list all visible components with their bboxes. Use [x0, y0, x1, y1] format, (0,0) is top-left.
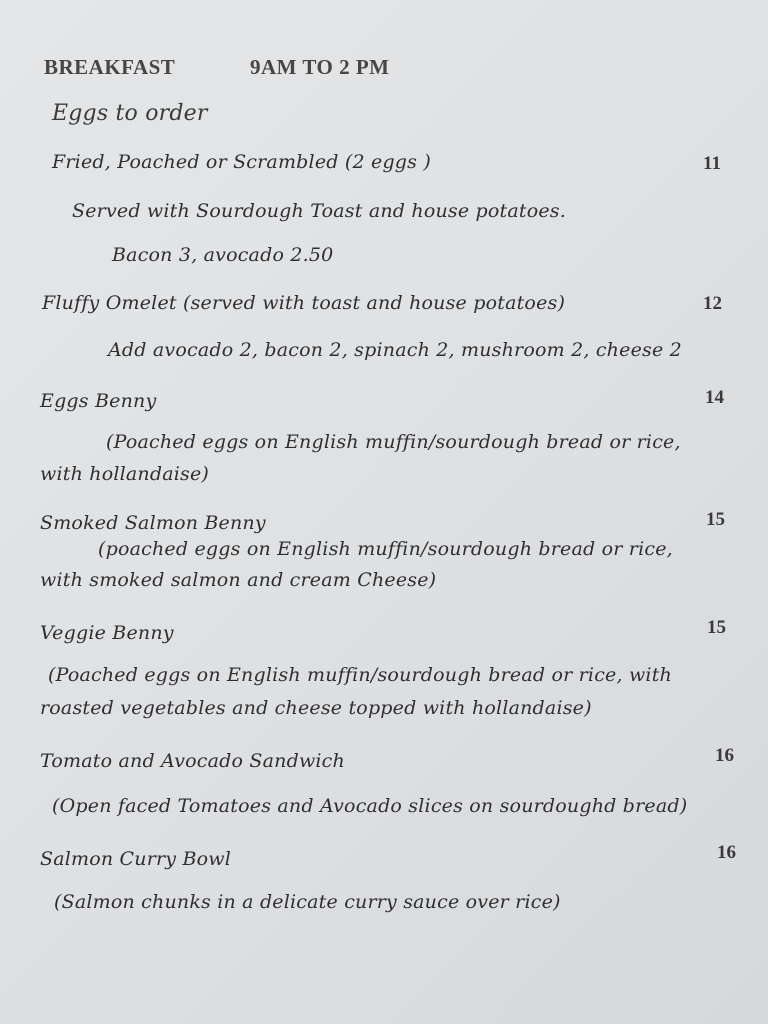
item-addons: Add avocado 2, bacon 2, spinach 2, mushroom 2, cheese 2: [108, 339, 682, 361]
item-price: 11: [703, 153, 721, 174]
item-price: 14: [705, 387, 724, 408]
item-description: (Salmon chunks in a delicate curry sauce over rice): [54, 891, 561, 913]
item-price: 16: [717, 842, 736, 863]
item-name: Veggie Benny: [40, 622, 174, 644]
item-name: Tomato and Avocado Sandwich: [40, 750, 345, 772]
item-description: (Poached eggs on English muffin/sourdough bread or rice, with: [48, 664, 672, 686]
item-description: with smoked salmon and cream Cheese): [40, 569, 437, 591]
item-addons: Bacon 3, avocado 2.50: [112, 244, 334, 266]
item-name: Fried, Poached or Scrambled (2 eggs ): [52, 151, 431, 173]
item-name: Salmon Curry Bowl: [40, 848, 232, 870]
item-description: (Poached eggs on English muffin/sourdough bread or rice,: [106, 431, 681, 453]
item-price: 15: [707, 617, 726, 638]
menu-title: BREAKFAST: [44, 55, 176, 79]
item-price: 15: [706, 509, 725, 530]
section-title: Eggs to order: [52, 101, 208, 126]
item-description: roasted vegetables and cheese topped with hollandaise): [40, 697, 592, 719]
item-price: 12: [703, 293, 722, 314]
item-price: 16: [715, 745, 734, 766]
item-description: with hollandaise): [40, 463, 210, 485]
menu-hours: 9AM TO 2 PM: [250, 55, 390, 79]
item-name: Smoked Salmon Benny: [40, 512, 266, 534]
item-description: (poached eggs on English muffin/sourdough bread or rice,: [98, 538, 673, 560]
item-description: Served with Sourdough Toast and house potatoes.: [72, 200, 567, 222]
item-name: Eggs Benny: [40, 390, 157, 412]
item-name: Fluffy Omelet (served with toast and house potatoes): [42, 292, 566, 314]
item-description: (Open faced Tomatoes and Avocado slices on sourdoughd bread): [52, 795, 688, 817]
